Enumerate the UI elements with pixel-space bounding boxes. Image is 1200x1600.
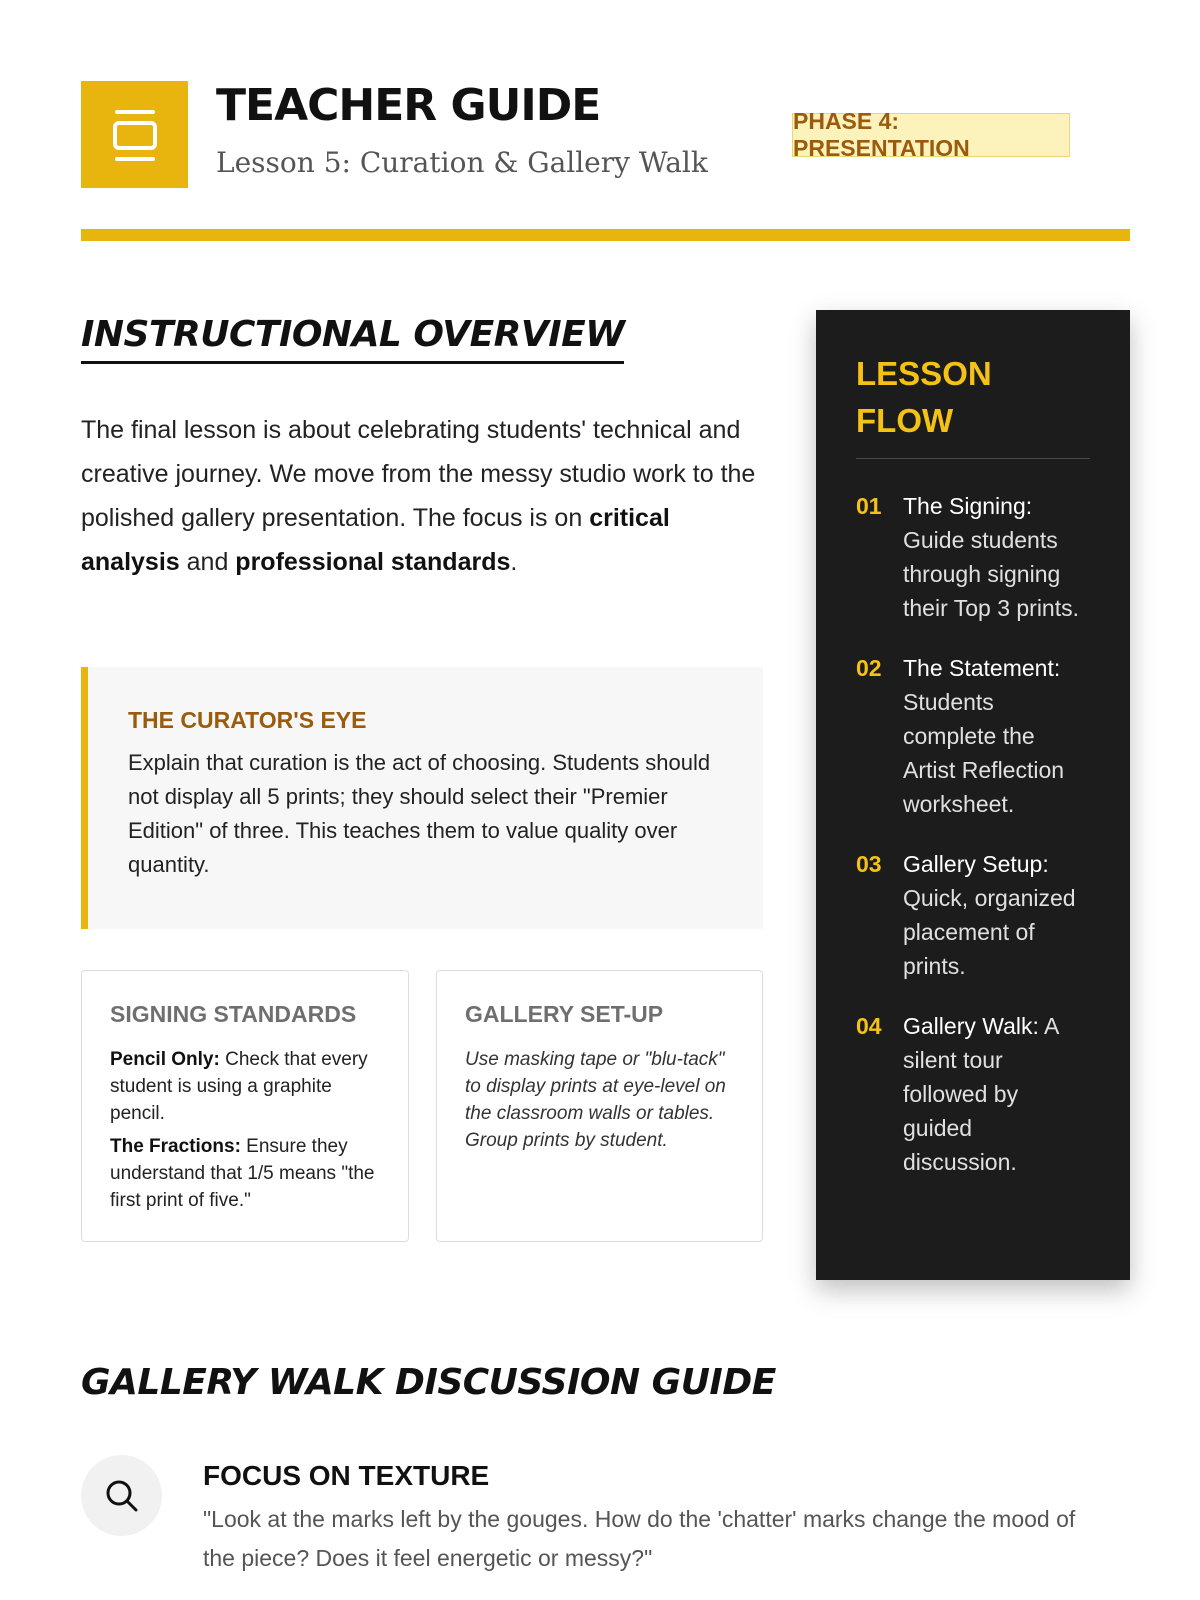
overview-text-3: . xyxy=(510,548,518,576)
signing-item-fractions xyxy=(110,1133,382,1214)
signing-item-pencil-label: Pencil Only: xyxy=(110,1049,220,1070)
lesson-flow-title: LESSON FLOW xyxy=(856,350,1090,459)
curator-title: THE CURATOR'S EYE xyxy=(128,707,367,733)
signing-item-pencil xyxy=(110,1046,382,1127)
overview-bold-1: critical analysis xyxy=(81,504,670,576)
flow-item-content xyxy=(903,1009,1090,1179)
header-logo xyxy=(81,81,188,188)
flow-item-number: 04 xyxy=(856,1013,882,1039)
signing-item-pencil-text: Check that every student is using a graphite pencil. xyxy=(110,1049,368,1124)
lesson-flow-list xyxy=(856,489,1090,1179)
flow-item-content xyxy=(903,489,1090,625)
flow-item-heading: Gallery Setup: xyxy=(903,851,1049,877)
flow-item-text: Guide students through signing their Top 3 prints. xyxy=(903,527,1080,621)
overview-paragraph xyxy=(81,408,761,584)
gallery-frame-icon xyxy=(110,107,160,163)
header-divider xyxy=(81,229,1130,241)
gallery-setup-text: Use masking tape or "blu-tack" to display prints at eye-level on the classroom walls or tables. Group prints by student. xyxy=(465,1049,726,1151)
gallery-setup-card xyxy=(436,970,763,1242)
overview-bold-2: professional standards xyxy=(235,548,511,576)
flow-item-number: 03 xyxy=(856,851,882,877)
flow-item-text: Students complete the Artist Reflection worksheet. xyxy=(903,689,1065,817)
flow-item-text: A silent tour followed by guided discussion. xyxy=(903,1013,1059,1175)
search-icon xyxy=(102,1476,142,1516)
phase-badge: PHASE 4: PRESENTATION xyxy=(792,113,1070,157)
curator-text: Explain that curation is the act of choosing. Students should not display all 5 prints; they should select their "Premier Edition" of three. This teaches them to value quality over quantity. xyxy=(128,750,711,877)
lesson-flow-panel xyxy=(816,310,1130,1280)
signing-standards-card xyxy=(81,970,409,1242)
flow-item-text: Quick, organized placement of prints. xyxy=(903,885,1076,979)
flow-item-heading: The Signing: xyxy=(903,493,1033,519)
signing-standards-title: SIGNING STANDARDS xyxy=(110,1001,357,1027)
focus-icon-circle xyxy=(81,1455,162,1536)
curator-callout xyxy=(81,667,763,929)
signing-item-fractions-text: Ensure they understand that 1/5 means "the first print of five." xyxy=(110,1136,375,1211)
focus-title: FOCUS ON TEXTURE xyxy=(203,1460,490,1491)
lesson-flow-item xyxy=(856,847,1090,983)
lesson-flow-item xyxy=(856,651,1090,821)
flow-item-number: 02 xyxy=(856,655,882,681)
flow-item-number: 01 xyxy=(856,493,882,519)
flow-item-content xyxy=(903,651,1090,821)
discussion-heading: GALLERY WALK DISCUSSION GUIDE xyxy=(81,1362,776,1403)
lesson-subtitle: Lesson 5: Curation & Gallery Walk xyxy=(216,146,708,179)
signing-item-fractions-label: The Fractions: xyxy=(110,1136,241,1157)
flow-item-heading: Gallery Walk: xyxy=(903,1013,1039,1039)
flow-item-heading: The Statement: xyxy=(903,655,1061,681)
gallery-setup-title: GALLERY SET-UP xyxy=(465,1001,664,1027)
focus-question: "Look at the marks left by the gouges. How do the 'chatter' marks change the mood of the piece? Does it feel energetic or messy?" xyxy=(203,1506,1076,1571)
overview-text-2: and xyxy=(179,548,236,576)
overview-heading: INSTRUCTIONAL OVERVIEW xyxy=(81,314,624,364)
overview-text-1: The final lesson is about celebrating students' technical and creative journey. We move from the messy studio work to the polished gallery presentation. The focus is on xyxy=(81,416,756,532)
lesson-flow-item xyxy=(856,1009,1090,1179)
lesson-flow-item xyxy=(856,489,1090,625)
page-title: TEACHER GUIDE xyxy=(216,80,601,131)
flow-item-content xyxy=(903,847,1090,983)
